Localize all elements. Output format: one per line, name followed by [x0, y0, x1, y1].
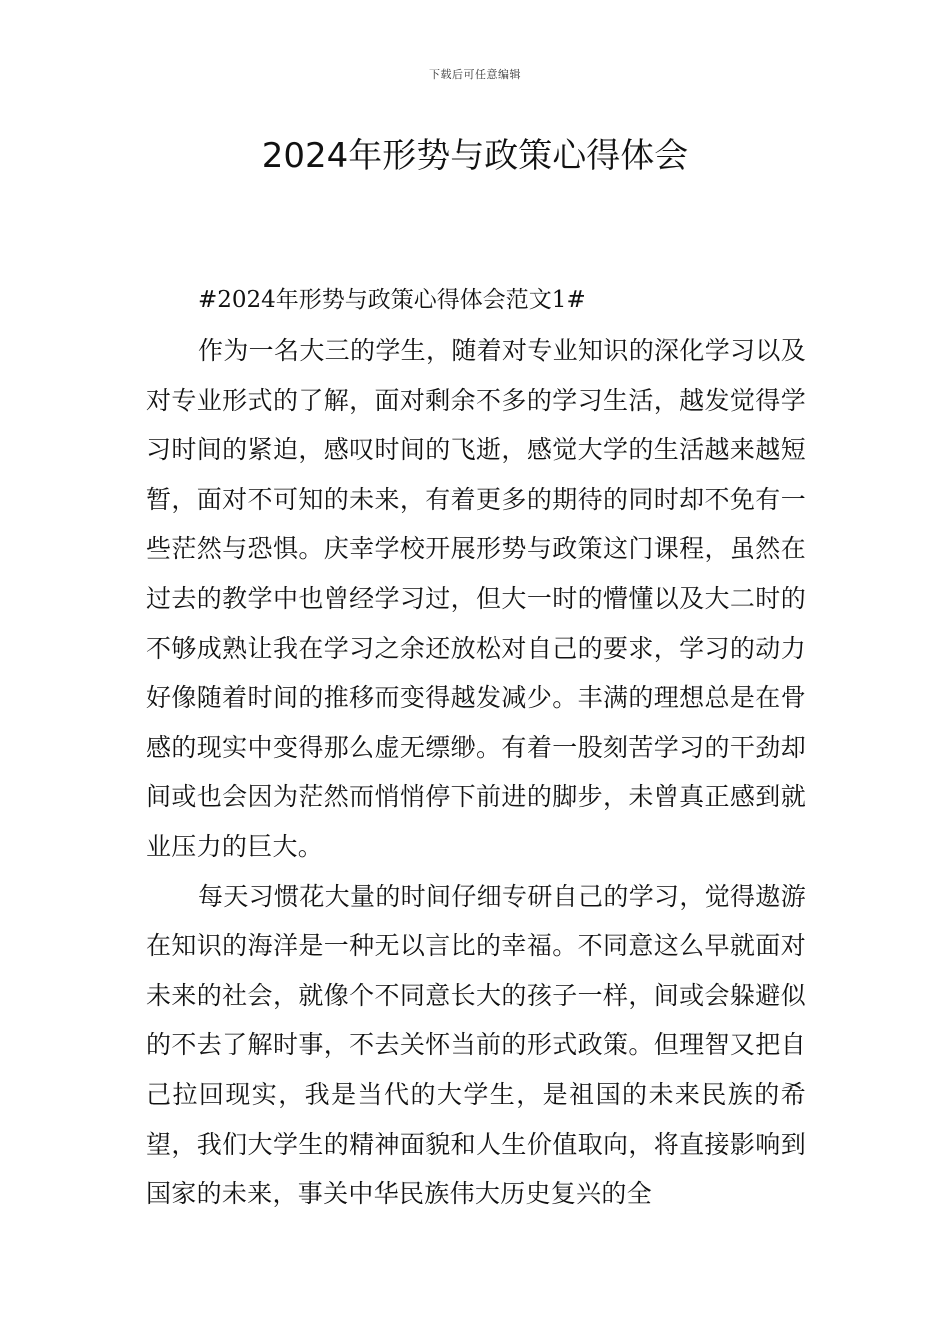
- document-body: [146, 282, 806, 1219]
- paragraph-1: 作为一名大三的学生，随着对专业知识的深化学习以及对专业形式的了解，面对剩余不多的学习生活，越发觉得学习时间的紧迫，感叹时间的飞逝，感觉大学的生活越来越短暂，面对不可知的未来，有着更多的期待的同时却不免有一些茫然与恐惧。庆幸学校开展形势与政策这门课程，虽然在过去的教学中也曾经学习过，但大一时的懵懂以及大二时的不够成熟让我在学习之余还放松对自己的要求，学习的动力好像随着时间的推移而变得越发减少。丰满的理想总是在骨感的现实中变得那么虚无缥缈。有着一股刻苦学习的干劲却间或也会因为茫然而悄悄停下前进的脚步，未曾真正感到就业压力的巨大。: [146, 336, 806, 861]
- document-title: 2024年形势与政策心得体会: [261, 136, 689, 176]
- header-note: 下载后可任意编辑: [429, 68, 521, 81]
- section-heading: #2024年形势与政策心得体会范文1#: [198, 287, 586, 313]
- paragraph-2: 每天习惯花大量的时间仔细专研自己的学习，觉得遨游在知识的海洋是一种无以言比的幸福。不同意这么早就面对未来的社会，就像个不同意长大的孩子一样，间或会躲避似的不去了解时事，不去关怀当前的形式政策。但理智又把自己拉回现实，我是当代的大学生，是祖国的未来民族的希望，我们大学生的精神面貌和人生价值取向，将直接影响到国家的未来，事关中华民族伟大历史复兴的全: [146, 881, 806, 1209]
